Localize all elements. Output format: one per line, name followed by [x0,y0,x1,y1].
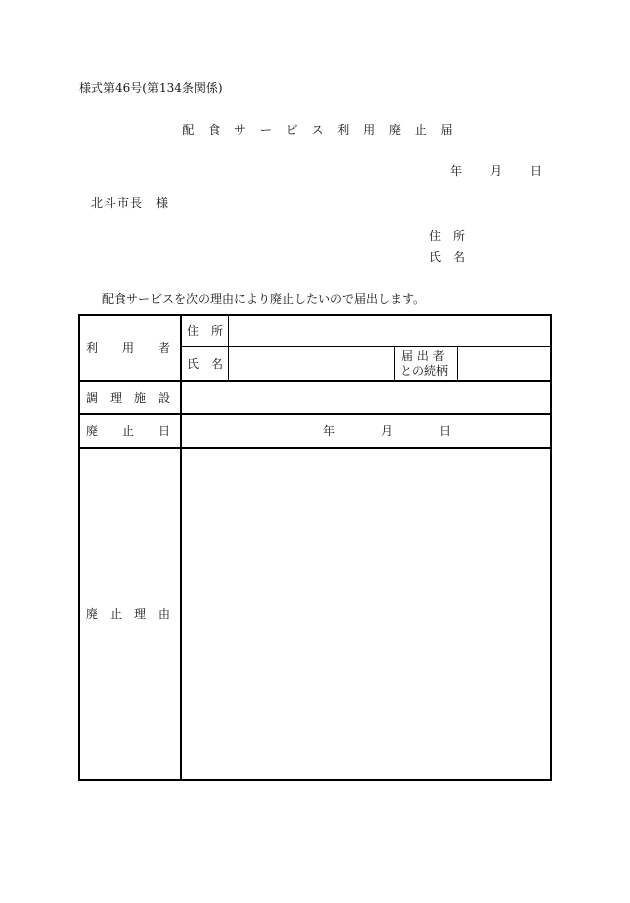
abolish-month-label: 月 [381,424,394,438]
document-title: 配 食 サ ー ビ ス 利 用 廃 止 届 [182,123,458,137]
date-year-label: 年 [450,164,463,178]
address-input[interactable] [230,316,550,346]
abolish-year-label: 年 [323,424,336,438]
form-number: 様式第46号(第134条関係) [79,81,223,95]
submission-date [450,164,542,178]
abolish-date-label: 廃 止 日 [86,424,171,438]
applicant-address-label: 住 所 [429,229,466,243]
addressee: 北斗市長 様 [91,196,170,210]
row-divider-facility-date [79,413,551,415]
facility-input[interactable] [183,383,550,412]
sub-label-divider [228,315,229,381]
name-input[interactable] [230,348,393,380]
abolish-date-value [323,424,451,438]
row-divider-date-reason [79,447,551,449]
label-column-divider [180,315,182,780]
relation-label-line2: との続柄 [400,364,449,378]
date-month-label: 月 [490,164,503,178]
abolish-day-label: 日 [439,424,452,438]
reason-input[interactable] [183,450,550,779]
row-divider-address-name [181,346,551,347]
relation-label-line1: 届 出 者 [401,349,445,363]
applicant-name-label: 氏 名 [429,250,466,264]
row-divider-user-facility [79,380,551,382]
reason-label: 廃 止 理 由 [86,607,171,621]
date-day-label: 日 [530,164,543,178]
relation-left-divider [394,347,395,381]
user-label: 利 用 者 [86,341,171,355]
statement-text: 配食サービスを次の理由により廃止したいので届出します。 [102,292,426,306]
name-label: 氏 名 [187,357,224,371]
relation-right-divider [457,347,458,381]
address-label: 住 所 [187,324,224,338]
facility-label: 調 理 施 設 [86,391,171,405]
relation-input[interactable] [459,348,550,380]
